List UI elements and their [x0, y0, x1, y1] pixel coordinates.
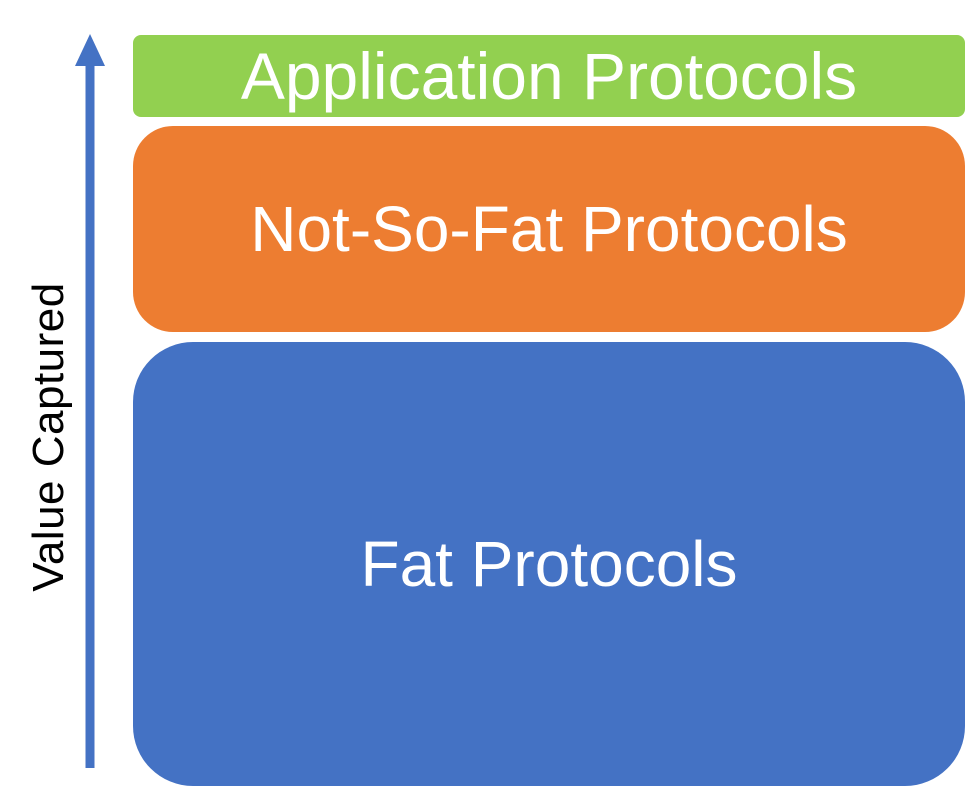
application-protocols-label: Application Protocols — [240, 39, 858, 113]
not-so-fat-protocols-layer — [133, 126, 965, 332]
axis-label: Value Captured — [24, 282, 73, 592]
arrow-head-icon — [75, 34, 105, 66]
application-protocols-layer — [133, 35, 965, 117]
fat-protocols-label: Fat Protocols — [360, 528, 738, 600]
fat-protocols-layer — [133, 342, 965, 786]
not-so-fat-protocols-label: Not-So-Fat Protocols — [250, 193, 848, 265]
